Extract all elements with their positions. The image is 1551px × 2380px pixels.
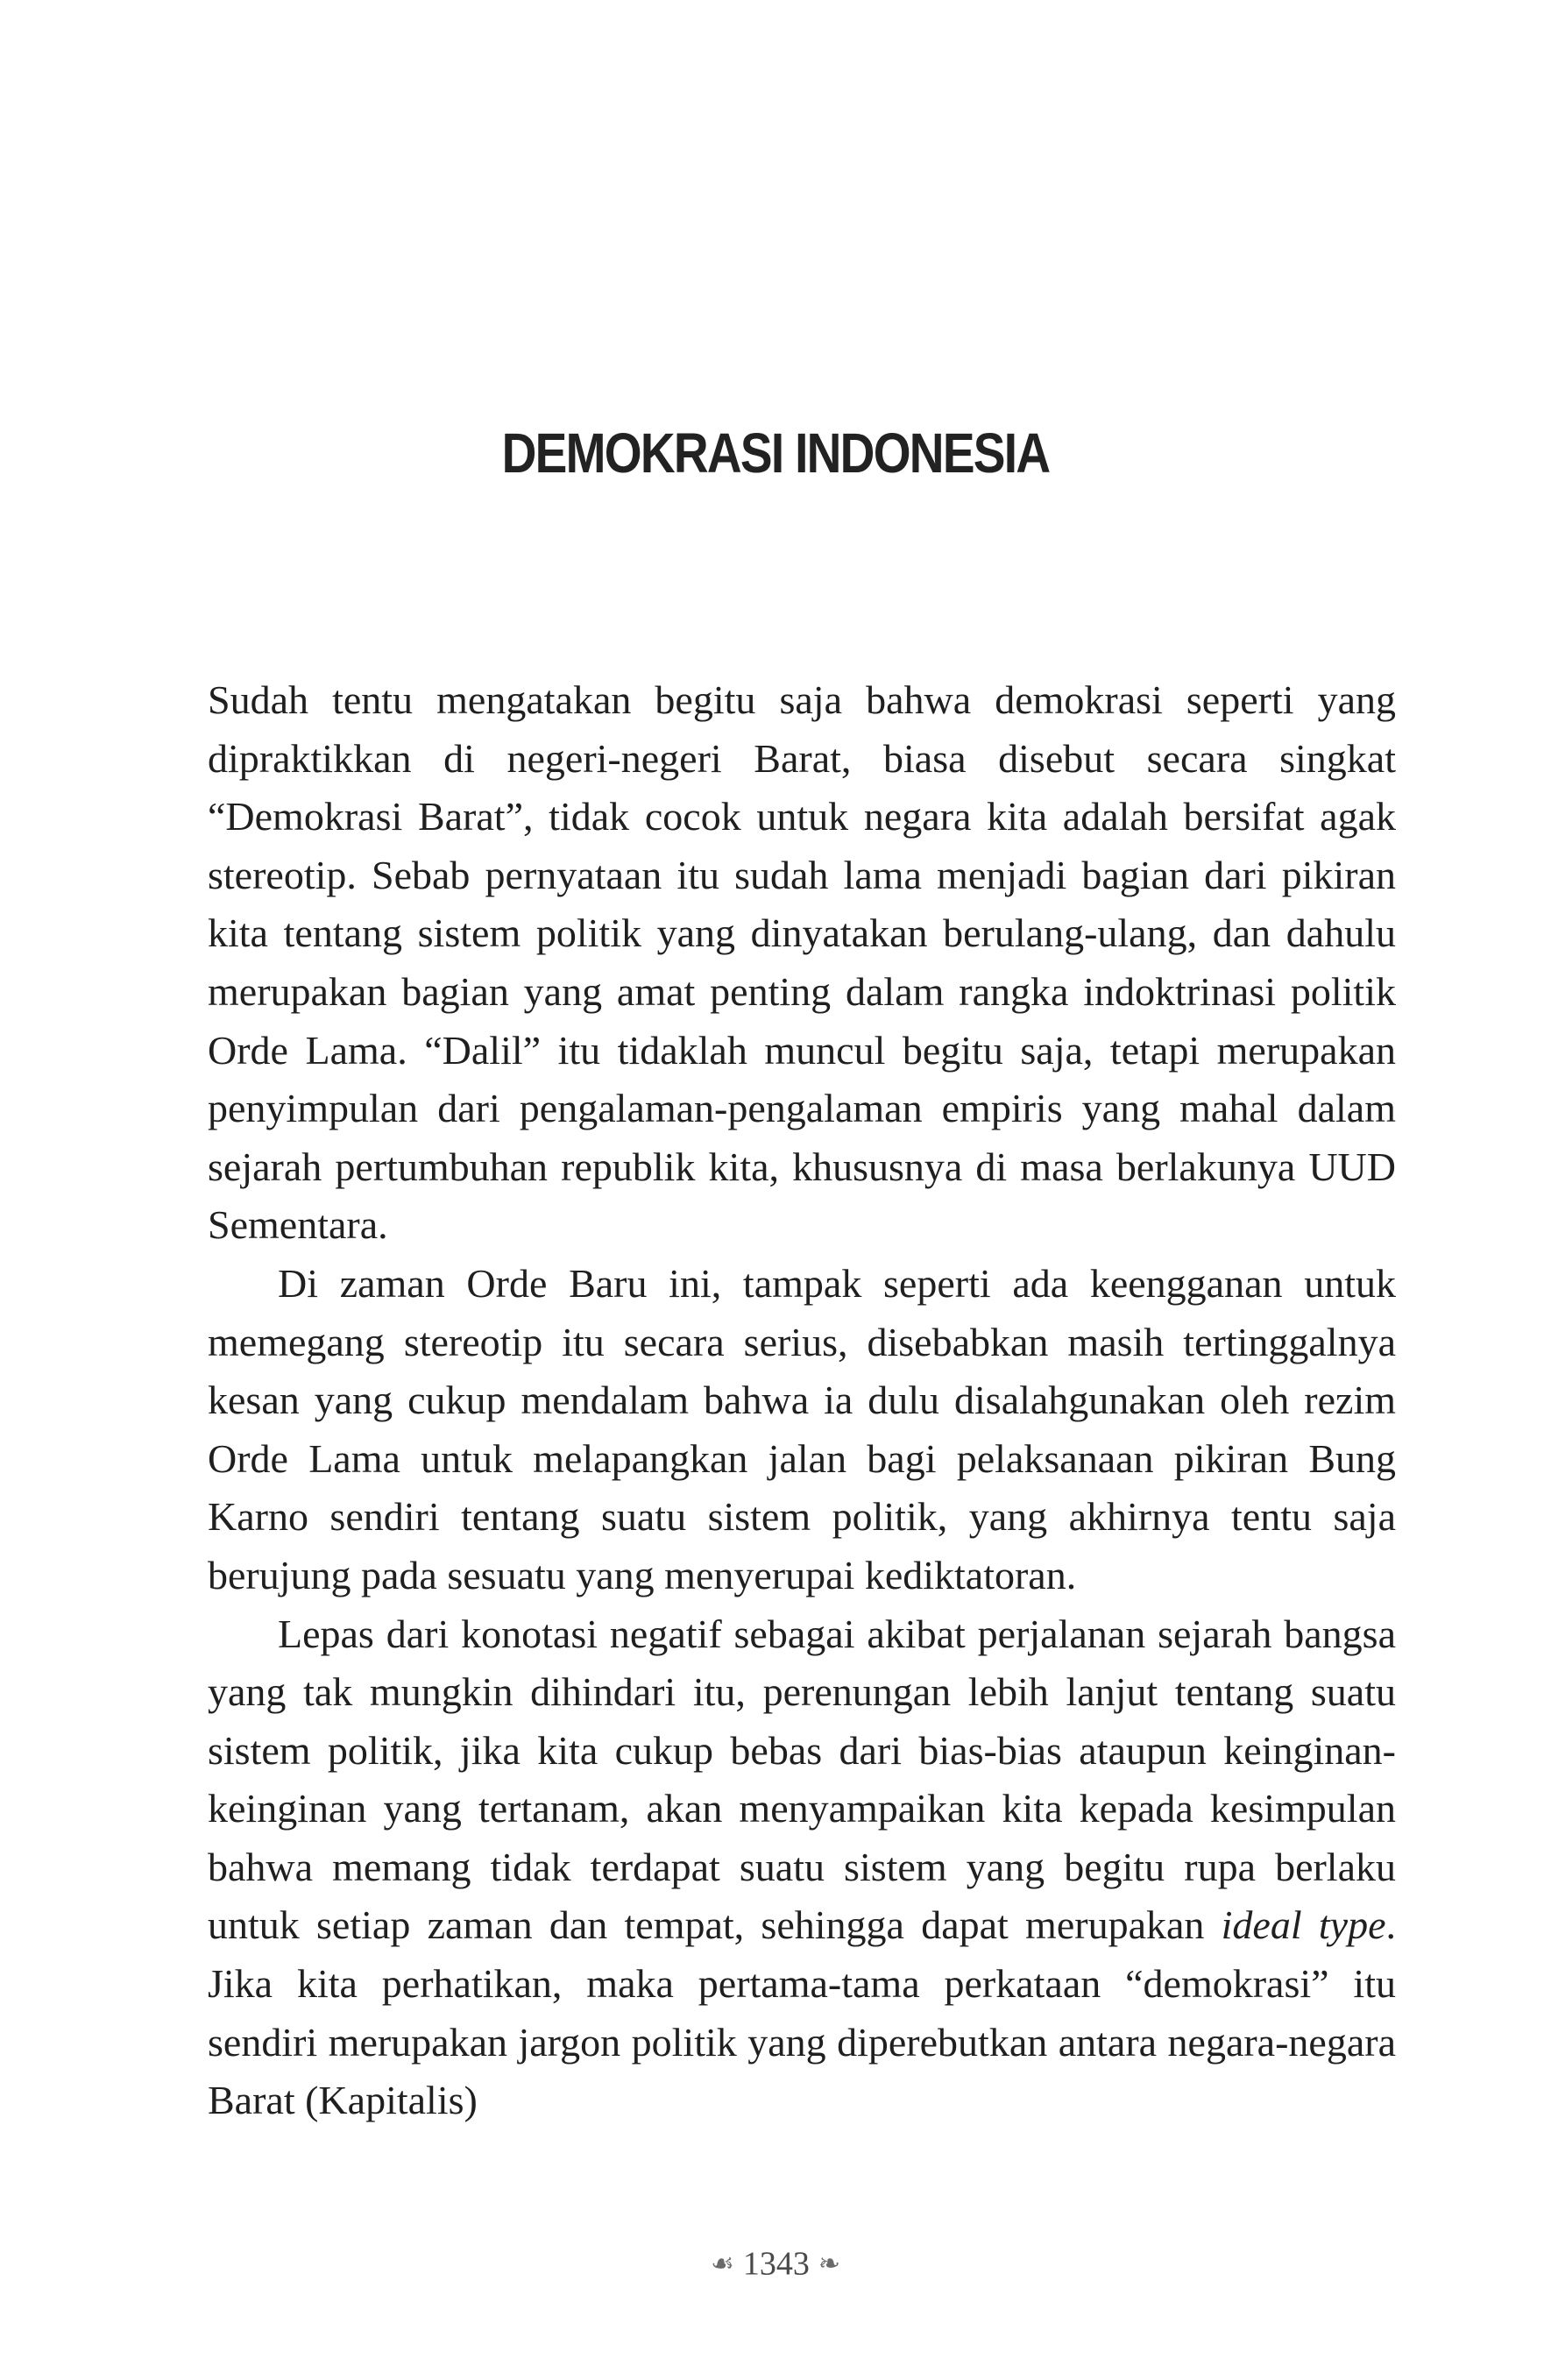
left-ornament-icon: ☙ bbox=[710, 2249, 734, 2278]
paragraph-1-text: Sudah tentu mengatakan begitu saja bahwa demokrasi seperti yang dipraktikkan di negeri-negeri Barat, biasa disebut secara singkat “Demokrasi Barat”, tidak cocok untuk negara kita adalah bersifat agak stereotip. Sebab pernyataan itu sudah lama menjadi bagian dari pikiran kita tentang sistem politik yang dinyatakan berulang-ulang, dan dahulu merupakan bagian yang amat penting dalam rangka indoktrinasi politik Orde Lama. “Dalil” itu tidaklah muncul begitu saja, tetapi merupakan penyimpulan dari pengalaman-pengalaman empiris yang mahal dalam sejarah pertumbuhan republik kita, khususnya di masa berlakunya UUD Sementara. bbox=[208, 677, 1396, 1248]
paragraph-3 bbox=[208, 1605, 1396, 2130]
paragraph-3-text-after: . Jika kita perhatikan, maka pertama-tama perkataan “demokrasi” itu sendiri merupakan jargon politik yang diperebutkan antara negara-negara Barat (Kapitalis) bbox=[208, 1902, 1396, 2123]
paragraph-2-text: Di zaman Orde Baru ini, tampak seperti ada keengganan untuk memegang stereotip itu secara serius, disebabkan masih tertinggalnya kesan yang cukup mendalam bahwa ia dulu disalahgunakan oleh rezim Orde Lama untuk melapangkan jalan bagi pelaksanaan pikiran Bung Karno sendiri tentang suatu sistem politik, yang akhirnya tentu saja berujung pada sesuatu yang menyerupai kediktatoran. bbox=[208, 1260, 1396, 1597]
right-ornament-icon: ❧ bbox=[818, 2249, 841, 2278]
body-text bbox=[208, 671, 1396, 2130]
page-number: 1343 bbox=[742, 2245, 810, 2283]
paragraph-2 bbox=[208, 1255, 1396, 1605]
paragraph-3-italic-term: ideal type bbox=[1221, 1902, 1386, 1948]
paragraph-3-text-before: Lepas dari konotasi negatif sebagai akibat perjalanan sejarah bangsa yang tak mungkin dihindari itu, perenungan lebih lanjut tentang suatu sistem politik, jika kita cukup bebas dari bias-bias ataupun keinginan-keinginan yang tertanam, akan menyampaikan kita kepada kesimpulan bahwa memang tidak terdapat suatu sistem yang begitu rupa berlaku untuk setiap zaman dan tempat, sehingga dapat merupakan bbox=[208, 1611, 1396, 1948]
page-footer bbox=[0, 2242, 1551, 2283]
chapter-title: DEMOKRASI INDONESIA bbox=[501, 421, 1050, 485]
paragraph-1 bbox=[208, 671, 1396, 1255]
